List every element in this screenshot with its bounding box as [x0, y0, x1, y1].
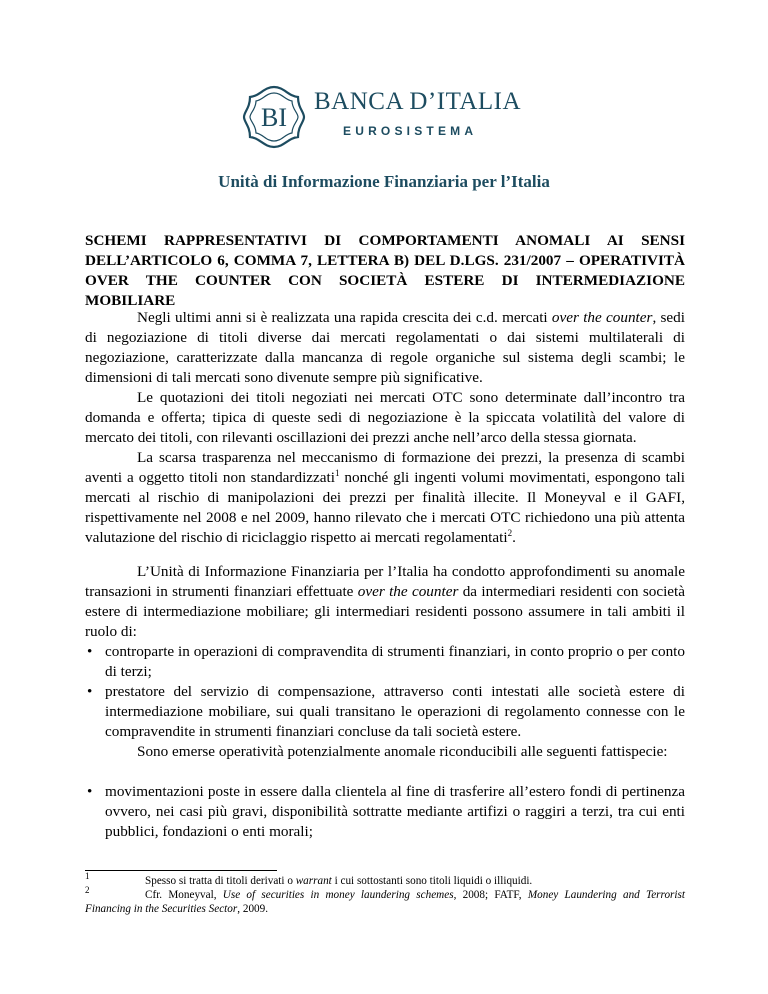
- list-item: • prestatore del servizio di compensazione, attraverso conti intestati alle società estere di intermediazione mobiliare, sui quali transitano le operazioni di regolamento connesse con le compravendite in strumenti finanziari concluse da tali società estere.: [85, 682, 685, 742]
- footnote-divider: [85, 870, 277, 871]
- paragraph-2: Le quotazioni dei titoli negoziati nei mercati OTC sono determinate dall’incontro tra domanda e offerta; tipica di queste sedi di negoziazione è la spiccata volatilità del valore di mercato dei titoli, con rilevanti oscillazioni dei prezzi anche nell’arco della stessa giornata.: [85, 389, 685, 446]
- banca-italia-logo: [0, 84, 768, 156]
- italic-term: over the counter: [551, 309, 653, 326]
- list-item: • controparte in operazioni di compravendita di strumenti finanziari, in conto proprio o per conto di terzi;: [85, 642, 685, 682]
- paragraph-4: L’Unità di Informazione Finanziaria per l’Italia ha condotto approfondimenti su anomale transazioni in strumenti finanziari effettuate over the counter da intermediari residenti con società estere di intermediazione mobiliare; gli intermediari residenti possono assumere in tali ambiti il ruolo di:: [85, 563, 685, 640]
- role-list: [85, 642, 685, 742]
- paragraph-5: Sono emerse operatività potenzialmente anomale riconducibili alle seguenti fattispecie:: [137, 743, 668, 760]
- footnote-1: $^1$ Spesso si tratta di titoli derivati o warrant i cui sottostanti sono titoli liquidi o illiquidi.: [85, 871, 533, 887]
- unit-heading: Unità di Informazione Finanziaria per l’Italia: [218, 172, 550, 191]
- italic-term: over the counter: [357, 583, 459, 600]
- paragraph-3: La scarsa trasparenza nel meccanismo di formazione dei prezzi, la presenza di scambi aventi a oggetto titoli non standardizzati$^1$ nonché gli ingenti volumi movimentati, espongono tali mercati al rischio di manipolazioni dei prezzi per finalità illecite. Il Moneyval e il GAFI, rispettivamente nel 2008 e nel 2009, hanno rilevato che i mercati OTC richiedono una più attenta valutazione del rischio di riciclaggio rispetto ai mercati regolamentati$^2$.: [85, 449, 685, 546]
- footnotes: [85, 871, 685, 916]
- paragraph-1: Negli ultimi anni si è realizzata una rapida crescita dei c.d. mercati over the counter, sedi di negoziazione di titoli diverse dai mercati regolamentati o dai sistemi multilaterali di negoziazione, caratterizzate dalla mancanza di regole organiche sul sistema degli scambi; le dimensioni di tali mercati sono divenute sempre più significative.: [85, 309, 685, 386]
- case-list: [85, 782, 685, 842]
- logo-subtitle: EUROSISTEMA: [343, 124, 478, 138]
- svg-text:BI: BI: [261, 103, 287, 132]
- document-title: SCHEMI RAPPRESENTATIVI DI COMPORTAMENTI ANOMALI AI SENSI DELL’ARTICOLO 6, COMMA 7, LETTERA B) DEL D.LGS. 231/2007 – OPERATIVITÀ OVER THE COUNTER CON SOCIETÀ ESTERE DI INTERMEDIAZIONE MOBILIARE: [85, 232, 685, 309]
- footnote-ref-1: 1: [334, 467, 340, 478]
- footnote-ref-2: 2: [507, 527, 513, 538]
- list-item: • movimentazioni poste in essere dalla clientela al fine di trasferire all’estero fondi di pertinenza ovvero, nei casi più gravi, disponibilità sottratte mediante artifizi o raggiri a terzi, tra cui enti pubblici, fondazioni o enti morali;: [85, 782, 685, 842]
- logo-bank-name: BANCA D’ITALIA: [314, 88, 522, 115]
- footnote-2: $^2$ Cfr. Moneyval, Use of securities in money laundering schemes, 2008; FATF, Money Laundering and Terrorist Financing in the Securities Sector, 2009.: [85, 885, 685, 915]
- bi-emblem-icon: [241, 84, 307, 150]
